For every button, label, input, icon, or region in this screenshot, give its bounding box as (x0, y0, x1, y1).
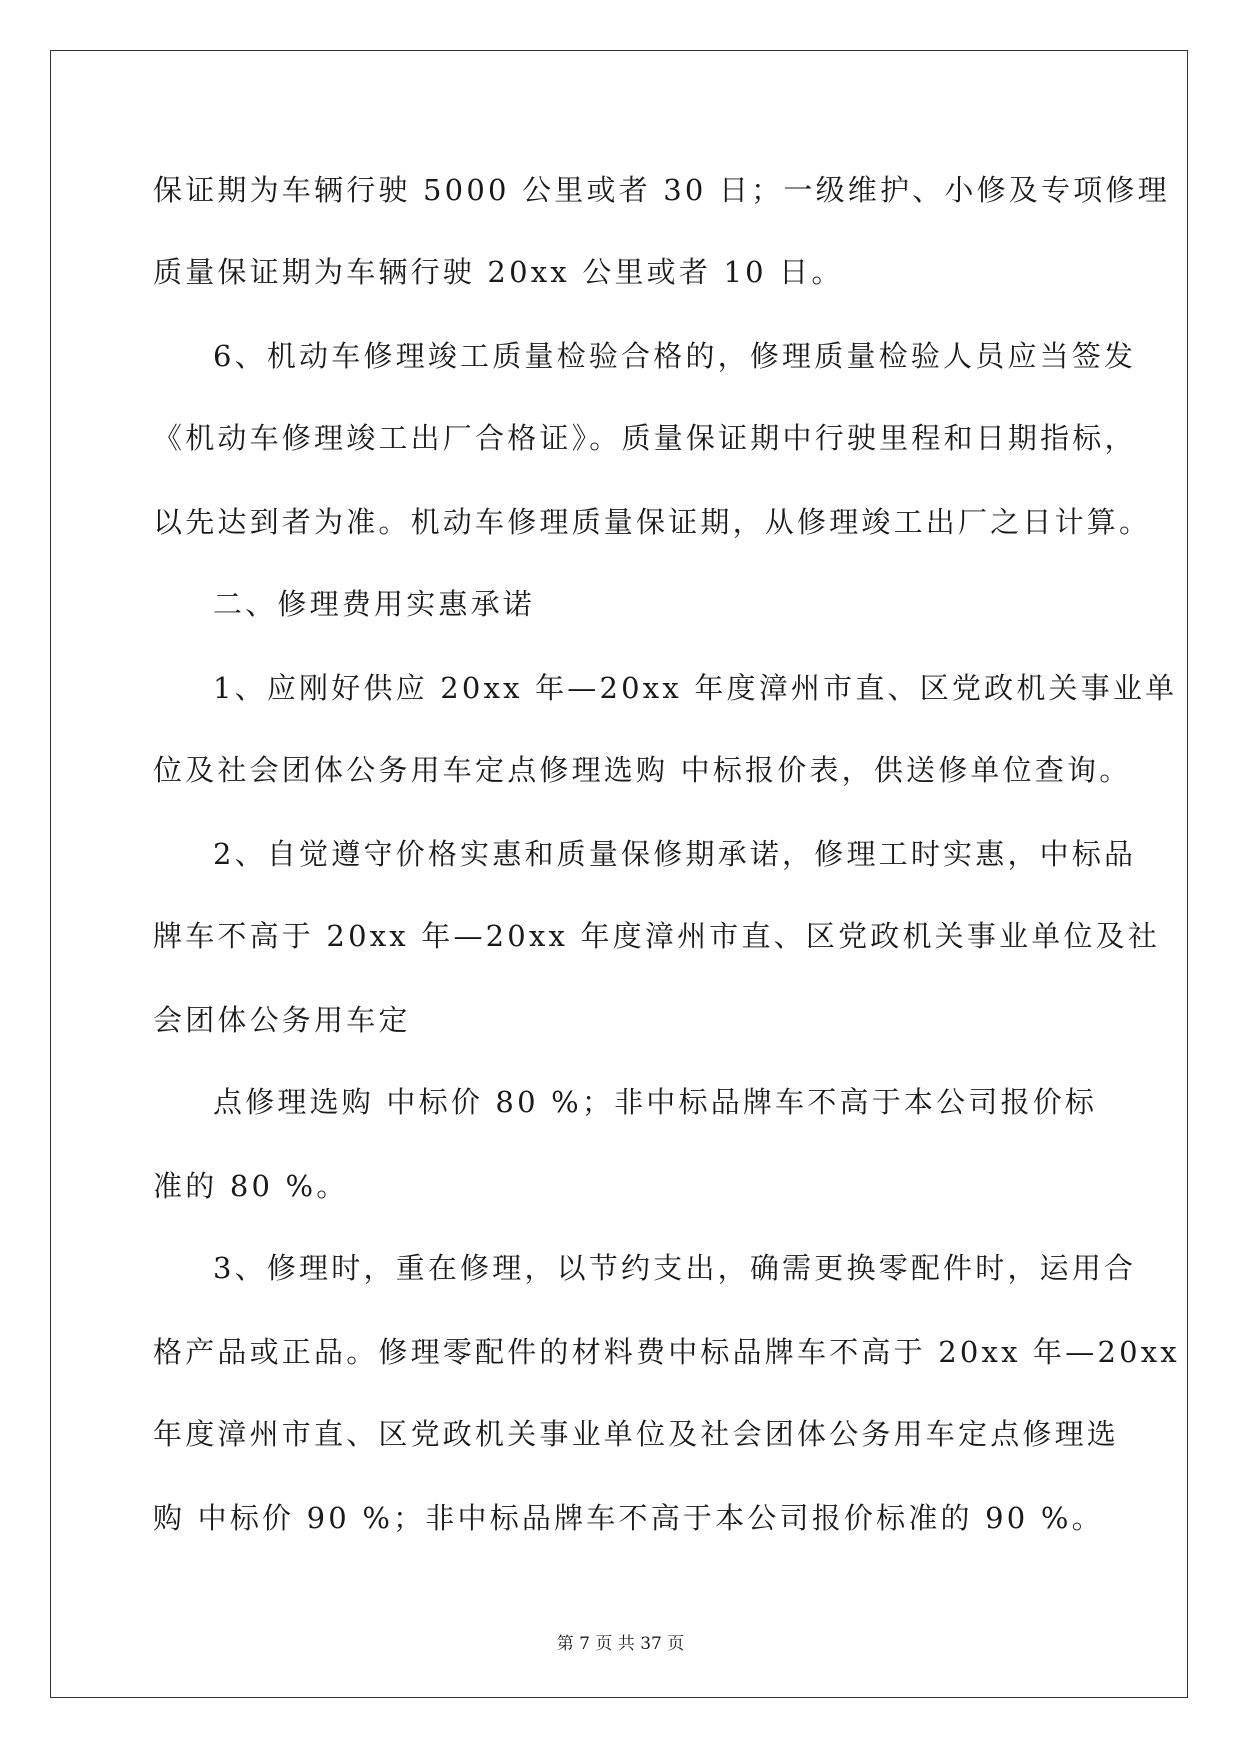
body-text-line: 购 中标价 90 %；非中标品牌车不高于本公司报价标准的 90 %。 (153, 1501, 1104, 1535)
section-heading: 二、修理费用实惠承诺 (213, 587, 536, 621)
body-text-line: 质量保证期为车辆行驶 20xx 公里或者 10 日。 (153, 255, 844, 289)
body-text-line: 《机动车修理竣工出厂合格证》。质量保证期中行驶里程和日期指标， (153, 421, 1137, 455)
body-text-line: 保证期为车辆行驶 5000 公里或者 30 日；一级维护、小修及专项修理 (153, 173, 1170, 207)
body-text-line: 2、自觉遵守价格实惠和质量保修期承诺，修理工时实惠，中标品 (213, 837, 1137, 871)
body-text-line: 准的 80 %。 (153, 1169, 349, 1203)
body-text-line: 牌车不高于 20xx 年—20xx 年度漳州市直、区党政机关事业单位及社 (153, 919, 1161, 953)
body-text-line: 年度漳州市直、区党政机关事业单位及社会团体公务用车定点修理选 (153, 1417, 1120, 1451)
body-text-line: 3、修理时，重在修理，以节约支出，确需更换零配件时，运用合 (213, 1251, 1137, 1285)
body-text-line: 会团体公务用车定 (153, 1003, 411, 1037)
body-text-line: 1、应刚好供应 20xx 年—20xx 年度漳州市直、区党政机关事业单 (213, 671, 1178, 705)
page-number: 第 7 页 共 37 页 (556, 1634, 685, 1654)
body-text-line: 位及社会团体公务用车定点修理选购 中标报价表，供送修单位查询。 (153, 753, 1132, 787)
body-text-line: 格产品或正品。修理零配件的材料费中标品牌车不高于 20xx 年—20xx (153, 1335, 1180, 1369)
body-text-line: 点修理选购 中标价 80 %；非中标品牌车不高于本公司报价标 (213, 1085, 1098, 1119)
body-text-line: 6、机动车修理竣工质量检验合格的，修理质量检验人员应当签发 (213, 339, 1137, 373)
body-text-line: 以先达到者为准。机动车修理质量保证期，从修理竣工出厂之日计算。 (153, 505, 1152, 539)
